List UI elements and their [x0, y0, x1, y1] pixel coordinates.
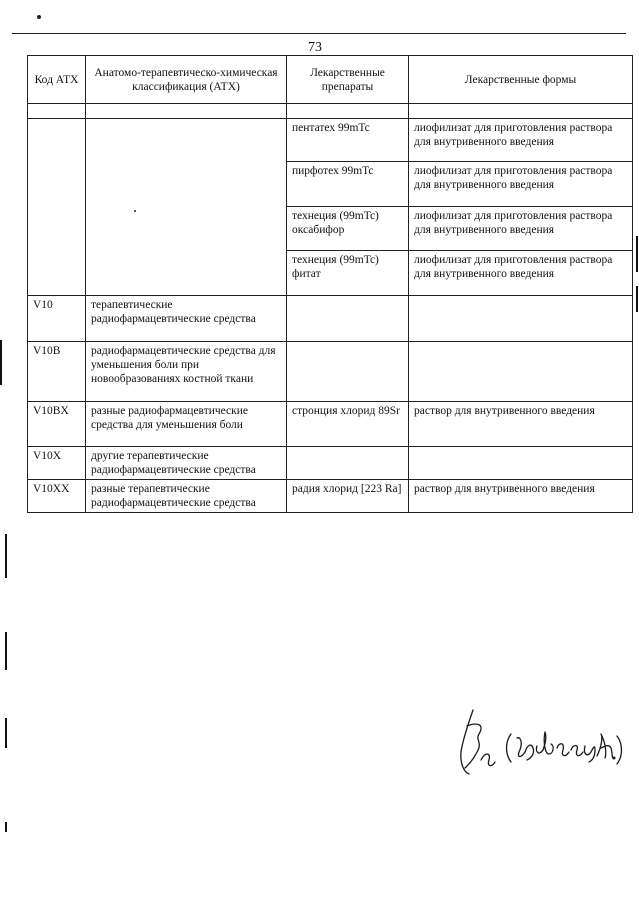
- cell-code-empty: [28, 119, 86, 296]
- cell-class: терапевтические радиофармацевтические средства: [86, 296, 287, 342]
- cell-drug: технеция (99mTc) фитат: [287, 251, 409, 296]
- scan-edge-mark: [0, 340, 2, 385]
- scan-edge-mark: [636, 236, 638, 272]
- cell-code: V10BX: [28, 402, 86, 447]
- header-code: Код АТХ: [28, 56, 86, 104]
- table-row: [28, 447, 633, 480]
- cell-drug: технеция (99mTc) оксабифор: [287, 207, 409, 251]
- header-forms: Лекарственные формы: [409, 56, 633, 104]
- cell-form: лиофилизат для приготовления раствора для внутривенного введения: [409, 119, 633, 162]
- cell-class: радиофармацевтические средства для уменьшения боли при новообразованиях костной ткани: [86, 342, 287, 402]
- header-classification: Анатомо-терапевтическо-химическая классификация (АТХ): [86, 56, 287, 104]
- cell-class: разные радиофармацевтические средства для уменьшения боли: [86, 402, 287, 447]
- atx-table: [27, 55, 633, 513]
- cell-drug: [287, 342, 409, 402]
- cell-class-empty: [86, 119, 287, 296]
- cell-drug: радия хлорид [223 Ra]: [287, 480, 409, 513]
- scan-mark: [36, 14, 42, 20]
- cell-drug: пирфотех 99mTc: [287, 162, 409, 207]
- cell-drug: пентатех 99mTc: [287, 119, 409, 162]
- scan-edge-mark: [5, 718, 7, 748]
- scan-edge-mark: [5, 822, 7, 832]
- cell-drug: [287, 296, 409, 342]
- table-row: [28, 342, 633, 402]
- spacer-row: [28, 104, 633, 119]
- cell-form: лиофилизат для приготовления раствора для внутривенного введения: [409, 207, 633, 251]
- cell-form: [409, 447, 633, 480]
- cell-class: другие терапевтические радиофармацевтические средства: [86, 447, 287, 480]
- page-number: 73: [308, 40, 322, 55]
- signature: [455, 708, 635, 788]
- scan-edge-mark: [5, 534, 7, 578]
- top-rule: [12, 33, 626, 34]
- table-header-row: [28, 56, 633, 104]
- cell-code: V10B: [28, 342, 86, 402]
- cell-class: разные терапевтические радиофармацевтические средства: [86, 480, 287, 513]
- scan-edge-mark: [636, 286, 638, 312]
- table-row: [28, 119, 633, 162]
- table-row: [28, 402, 633, 447]
- cell-drug: [287, 447, 409, 480]
- cell-code: V10XX: [28, 480, 86, 513]
- cell-drug: стронция хлорид 89Sr: [287, 402, 409, 447]
- cell-form: лиофилизат для приготовления раствора для внутривенного введения: [409, 162, 633, 207]
- header-drugs: Лекарственные препараты: [287, 56, 409, 104]
- cell-code: V10: [28, 296, 86, 342]
- cell-form: раствор для внутривенного введения: [409, 480, 633, 513]
- scan-edge-mark: [5, 632, 7, 670]
- scan-speck: [134, 210, 136, 212]
- cell-form: лиофилизат для приготовления раствора для внутривенного введения: [409, 251, 633, 296]
- cell-code: V10X: [28, 447, 86, 480]
- table-row: [28, 480, 633, 513]
- signature-text: (Хубиев М.): [545, 786, 551, 787]
- cell-form: [409, 342, 633, 402]
- table-row: [28, 296, 633, 342]
- cell-form: [409, 296, 633, 342]
- cell-form: раствор для внутривенного введения: [409, 402, 633, 447]
